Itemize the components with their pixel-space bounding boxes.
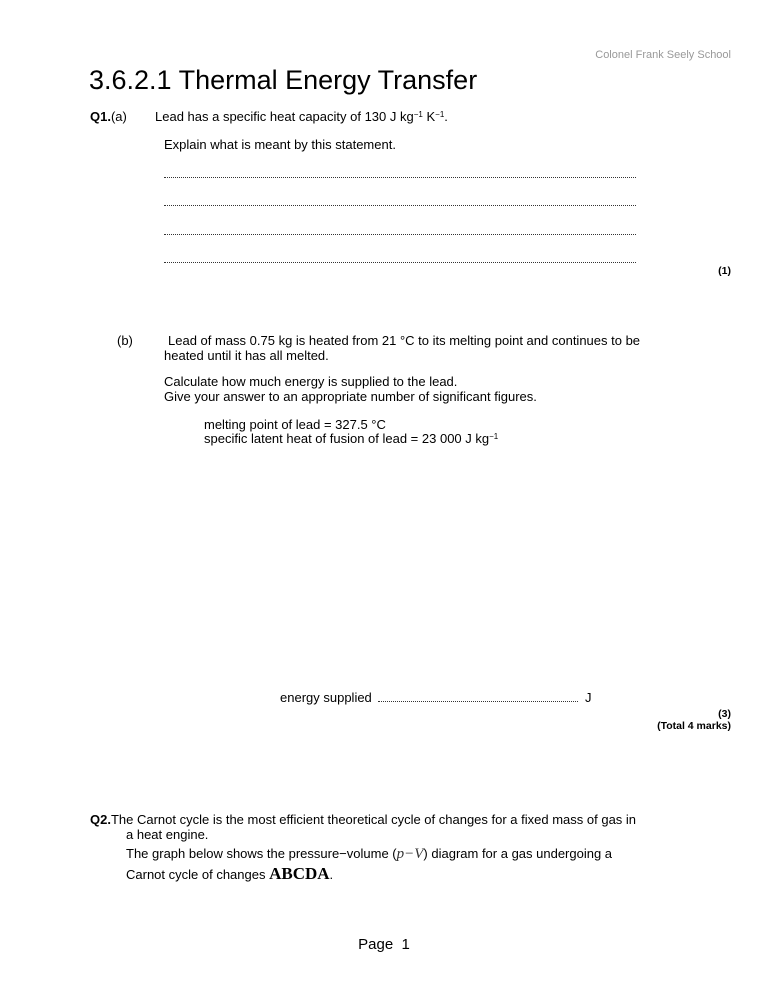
answer-label: energy supplied xyxy=(280,690,372,705)
answer-unit: J xyxy=(585,690,592,705)
q2-line2: a heat engine. xyxy=(126,827,209,842)
answer-line-1[interactable] xyxy=(164,177,636,178)
answer-line-4[interactable] xyxy=(164,262,636,263)
unit-k: K xyxy=(422,109,436,124)
q1b-data1: melting point of lead = 327.5 °C xyxy=(204,417,386,432)
q2-text: The Carnot cycle is the most efficient theoretical cycle of changes for a fixed mass of gas in xyxy=(110,812,637,827)
q2-text: Carnot cycle of changes xyxy=(126,867,270,882)
page-number: Page 1 xyxy=(358,936,410,953)
q2-text: ) diagram for a gas undergoing a xyxy=(423,846,613,861)
answer-line-3[interactable] xyxy=(164,234,636,235)
superscript: −1 xyxy=(413,110,423,119)
answer-line-2[interactable] xyxy=(164,205,636,206)
q2-line4 xyxy=(126,866,333,882)
q1b-data2 xyxy=(204,431,498,446)
q1a-marks: (1) xyxy=(718,265,731,277)
energy-answer-row xyxy=(280,690,592,705)
q1a-statement xyxy=(155,109,448,124)
q1b-line2: heated until it has all melted. xyxy=(164,348,329,363)
energy-answer-field[interactable] xyxy=(378,691,578,702)
period: . xyxy=(329,867,334,882)
q2-line1 xyxy=(90,812,636,827)
q1-number xyxy=(90,109,127,124)
superscript: −1 xyxy=(435,110,445,119)
q1a-prompt: Explain what is meant by this statement. xyxy=(164,137,396,152)
cycle-label: ABCDA xyxy=(269,864,330,883)
superscript: −1 xyxy=(489,432,499,441)
q1b-label: (b) xyxy=(117,333,133,348)
q1b-line3: Calculate how much energy is supplied to the lead. xyxy=(164,374,458,389)
statement-text: Lead has a specific heat capacity of 130 J kg xyxy=(155,109,414,124)
q1-total-marks: (Total 4 marks) xyxy=(657,720,731,732)
page-title: 3.6.2.1 Thermal Energy Transfer xyxy=(89,65,478,95)
pv-symbol: p−V xyxy=(396,846,424,862)
q2-text: The graph below shows the pressure−volume ( xyxy=(126,846,397,861)
period: . xyxy=(444,109,448,124)
q1b-line4: Give your answer to an appropriate number of significant figures. xyxy=(164,389,537,404)
q1a-label: (a) xyxy=(110,109,127,124)
q1b-marks: (3) xyxy=(718,708,731,720)
q2-label: Q2. xyxy=(90,812,111,827)
q1b-line1: Lead of mass 0.75 kg is heated from 21 °C to its melting point and continues to be xyxy=(168,333,641,348)
data2-text: specific latent heat of fusion of lead = 23 000 J kg xyxy=(204,431,490,446)
q1-label: Q1. xyxy=(90,109,111,124)
q2-line3 xyxy=(126,846,612,862)
school-header: Colonel Frank Seely School xyxy=(595,49,731,61)
